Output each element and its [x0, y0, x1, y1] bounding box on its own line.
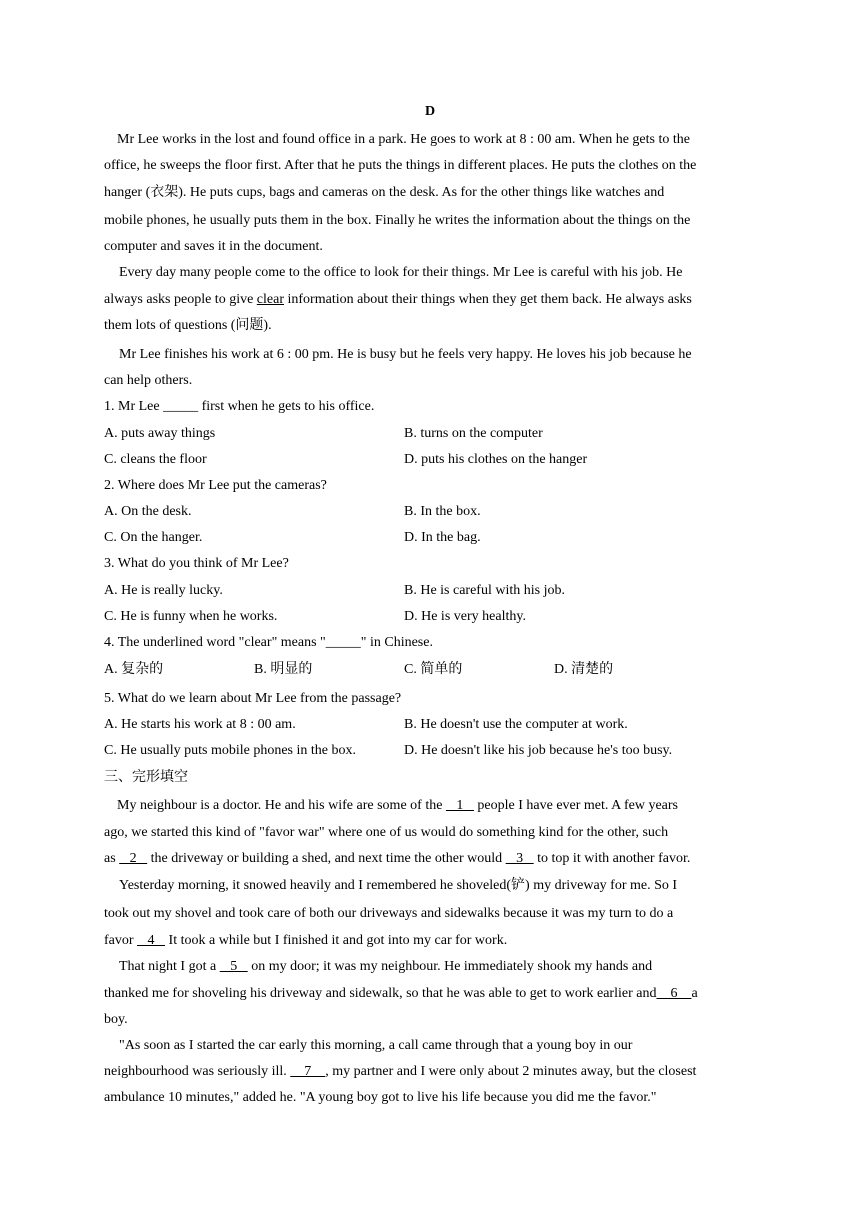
cloze-text: neighbourhood was seriously ill.	[104, 1064, 291, 1079]
cloze-text: to top it with another favor.	[533, 851, 691, 866]
option: A. 复杂的	[104, 662, 164, 677]
cloze-line: ago, we started this kind of "favor war" where one of us would do something kind for the other, such	[104, 825, 669, 840]
passage-line: Every day many people come to the office to look for their things. Mr Lee is careful with his job. He	[119, 265, 683, 280]
section-title: D	[424, 104, 436, 119]
cloze-line: took out my shovel and took care of both our driveways and sidewalks because it was my turn to do a	[104, 906, 674, 921]
cloze-text: That night I got a	[119, 959, 220, 974]
passage-line: Mr Lee works in the lost and found office in a park. He goes to work at 8 : 00 am. When he gets to the	[117, 132, 690, 147]
cloze-line: "As soon as I started the car early this morning, a call came through that a young boy in our	[119, 1038, 633, 1053]
cloze-line	[104, 932, 507, 950]
passage-line: mobile phones, he usually puts them in the box. Finally he writes the information about the things on the	[104, 213, 691, 228]
option: B. turns on the computer	[404, 426, 543, 441]
option: C. He is funny when he works.	[104, 609, 278, 624]
passage-line: hanger (衣架). He puts cups, bags and cameras on the desk. As for the other things like watches and	[104, 185, 665, 200]
option: D. puts his clothes on the hanger	[404, 452, 588, 467]
cloze-blank-4: 4	[137, 933, 166, 948]
option: B. He doesn't use the computer at work.	[404, 717, 628, 732]
option: C. On the hanger.	[104, 530, 203, 545]
cloze-line	[119, 958, 652, 976]
passage-line	[104, 291, 692, 309]
cloze-line: boy.	[104, 1012, 128, 1027]
cloze-heading: 三、完形填空	[104, 770, 188, 785]
cloze-text: as	[104, 851, 120, 866]
cloze-blank-6: 6	[656, 986, 692, 1001]
question-stem: 5. What do we learn about Mr Lee from the passage?	[104, 691, 402, 706]
question-stem: 1. Mr Lee _____ first when he gets to his office.	[104, 399, 375, 414]
cloze-text: the driveway or building a shed, and next time the other would	[147, 851, 506, 866]
option: D. 清楚的	[554, 662, 614, 677]
option: A. On the desk.	[104, 504, 192, 519]
cloze-text: on my door; it was my neighbour. He immediately shook my hands and	[247, 959, 653, 974]
passage-line: them lots of questions (问题).	[104, 318, 272, 333]
option: C. 简单的	[404, 662, 463, 677]
question-stem: 4. The underlined word "clear" means "_____" in Chinese.	[104, 635, 433, 650]
cloze-line	[104, 985, 698, 1003]
option: B. 明显的	[254, 662, 313, 677]
option: B. In the box.	[404, 504, 481, 519]
option: A. He is really lucky.	[104, 583, 223, 598]
passage-line: Mr Lee finishes his work at 6 : 00 pm. He is busy but he feels very happy. He loves his job because he	[119, 347, 692, 362]
cloze-text: favor	[104, 933, 138, 948]
passage-line: computer and saves it in the document.	[104, 239, 323, 254]
cloze-text: thanked me for shoveling his driveway and sidewalk, so that he was able to get to work earlier and	[104, 986, 657, 1001]
cloze-text: My neighbour is a doctor. He and his wife are some of the	[117, 798, 446, 813]
option: D. In the bag.	[404, 530, 481, 545]
cloze-text: a	[691, 986, 698, 1001]
underlined-word-clear: clear	[256, 292, 284, 307]
option: C. He usually puts mobile phones in the box.	[104, 743, 356, 758]
cloze-line	[104, 850, 690, 868]
cloze-line: Yesterday morning, it snowed heavily and I remembered he shoveled(铲) my driveway for me. So I	[119, 878, 678, 893]
option: B. He is careful with his job.	[404, 583, 565, 598]
passage-line: can help others.	[104, 373, 193, 388]
cloze-blank-3: 3	[505, 851, 534, 866]
cloze-blank-1: 1	[445, 798, 474, 813]
cloze-blank-5: 5	[219, 959, 248, 974]
cloze-blank-2: 2	[119, 851, 148, 866]
question-stem: 3. What do you think of Mr Lee?	[104, 556, 289, 571]
option: A. puts away things	[104, 426, 216, 441]
passage-text: always asks people to give	[104, 292, 257, 307]
cloze-line	[117, 797, 678, 815]
cloze-text: It took a while but I finished it and got into my car for work.	[165, 933, 508, 948]
cloze-text: people I have ever met. A few years	[473, 798, 679, 813]
passage-text: information about their things when they get them back. He always asks	[284, 292, 692, 307]
cloze-line: ambulance 10 minutes," added he. "A young boy got to live his life because you did me the favor."	[104, 1090, 657, 1105]
option: C. cleans the floor	[104, 452, 207, 467]
option: A. He starts his work at 8 : 00 am.	[104, 717, 296, 732]
passage-line: office, he sweeps the floor first. After that he puts the things in different places. He puts the clothes on the	[104, 158, 697, 173]
question-stem: 2. Where does Mr Lee put the cameras?	[104, 478, 327, 493]
cloze-line	[104, 1063, 696, 1081]
option: D. He doesn't like his job because he's too busy.	[404, 743, 673, 758]
option: D. He is very healthy.	[404, 609, 526, 624]
cloze-text: , my partner and I were only about 2 minutes away, but the closest	[325, 1064, 697, 1079]
cloze-blank-7: 7	[290, 1064, 326, 1079]
